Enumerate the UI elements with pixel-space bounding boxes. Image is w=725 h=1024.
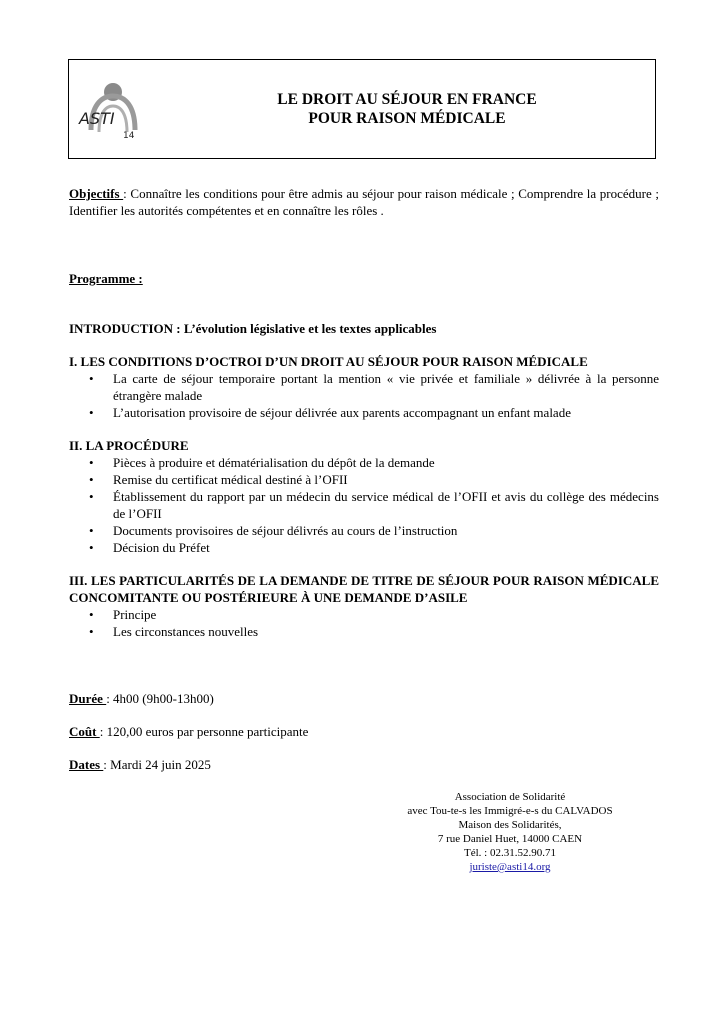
cout-value: : 120,00 euros par personne participante xyxy=(99,724,309,739)
list-item: • Les circonstances nouvelles xyxy=(69,623,659,640)
list-item: • Pièces à produire et dématérialisation du dépôt de la demande xyxy=(69,454,659,471)
list-item: • Documents provisoires de séjour délivrés au cours de l’instruction xyxy=(69,522,659,539)
list-item: • La carte de séjour temporaire portant la mention « vie privée et familiale » délivrée à la personne étrangère malade xyxy=(69,370,659,404)
programme-paragraph xyxy=(69,270,659,287)
logo-number: 14 xyxy=(123,131,135,141)
footer-line: Tél. : 02.31.52.90.71 xyxy=(464,847,556,859)
dates-value: : Mardi 24 juin 2025 xyxy=(103,757,211,772)
duree-value: : 4h00 (9h00-13h00) xyxy=(106,691,214,706)
list-item: • Décision du Préfet xyxy=(69,539,659,556)
logo-text: ASTI xyxy=(79,109,115,128)
title-line-2: POUR RAISON MÉDICALE xyxy=(308,110,506,127)
duree-label: Durée xyxy=(69,691,107,706)
footer-line: avec Tou-te-s les Immigré-e-s du CALVADOS xyxy=(407,805,613,817)
title-line-1: LE DROIT AU SÉJOUR EN FRANCE xyxy=(277,91,537,108)
programme-label: Programme : xyxy=(69,271,143,286)
section-1-list xyxy=(69,370,659,421)
introduction-heading: INTRODUCTION : L’évolution législative et les textes applicables xyxy=(69,321,437,336)
section-3-heading: III. LES PARTICULARITÉS DE LA DEMANDE DE TITRE DE SÉJOUR POUR RAISON MÉDICALE CONCOMITANTE OU POSTÉRIEURE À UNE DEMANDE D’ASILE xyxy=(69,573,659,605)
objectifs-paragraph xyxy=(69,185,659,219)
list-item: • Remise du certificat médical destiné à l’OFII xyxy=(69,471,659,488)
list-item: • Principe xyxy=(69,606,659,623)
footer-line: Maison des Solidarités, xyxy=(458,819,562,831)
footer-address xyxy=(380,790,640,874)
duree-paragraph xyxy=(69,690,659,707)
section-1-heading: I. LES CONDITIONS D’OCTROI D’UN DROIT AU SÉJOUR POUR RAISON MÉDICALE xyxy=(69,354,588,369)
page-title xyxy=(69,90,655,128)
email-link[interactable]: juriste@asti14.org xyxy=(469,861,551,873)
section-3 xyxy=(69,572,659,640)
cout-paragraph xyxy=(69,723,659,740)
section-2-heading: II. LA PROCÉDURE xyxy=(69,438,189,453)
objectifs-label: Objectifs xyxy=(69,186,124,201)
list-item: • Établissement du rapport par un médecin du service médical de l’OFII et avis du collège des médecins de l’OFII xyxy=(69,488,659,522)
section-2-list xyxy=(69,454,659,556)
section-3-list xyxy=(69,606,659,640)
objectifs-text: : Connaître les conditions pour être admis au séjour pour raison médicale ; Comprendre la procédure ; Identifier les autorités compétentes et en connaître les rôles . xyxy=(69,186,660,218)
header-box xyxy=(68,59,656,159)
dates-paragraph xyxy=(69,756,659,773)
dates-label: Dates xyxy=(69,757,104,772)
section-2 xyxy=(69,437,659,556)
document-body xyxy=(69,185,659,773)
list-item: • L’autorisation provisoire de séjour délivrée aux parents accompagnant un enfant malade xyxy=(69,404,659,421)
section-1 xyxy=(69,353,659,421)
cout-label: Coût xyxy=(69,724,100,739)
footer-line: Association de Solidarité xyxy=(454,791,566,803)
footer-line: 7 rue Daniel Huet, 14000 CAEN xyxy=(437,833,583,845)
